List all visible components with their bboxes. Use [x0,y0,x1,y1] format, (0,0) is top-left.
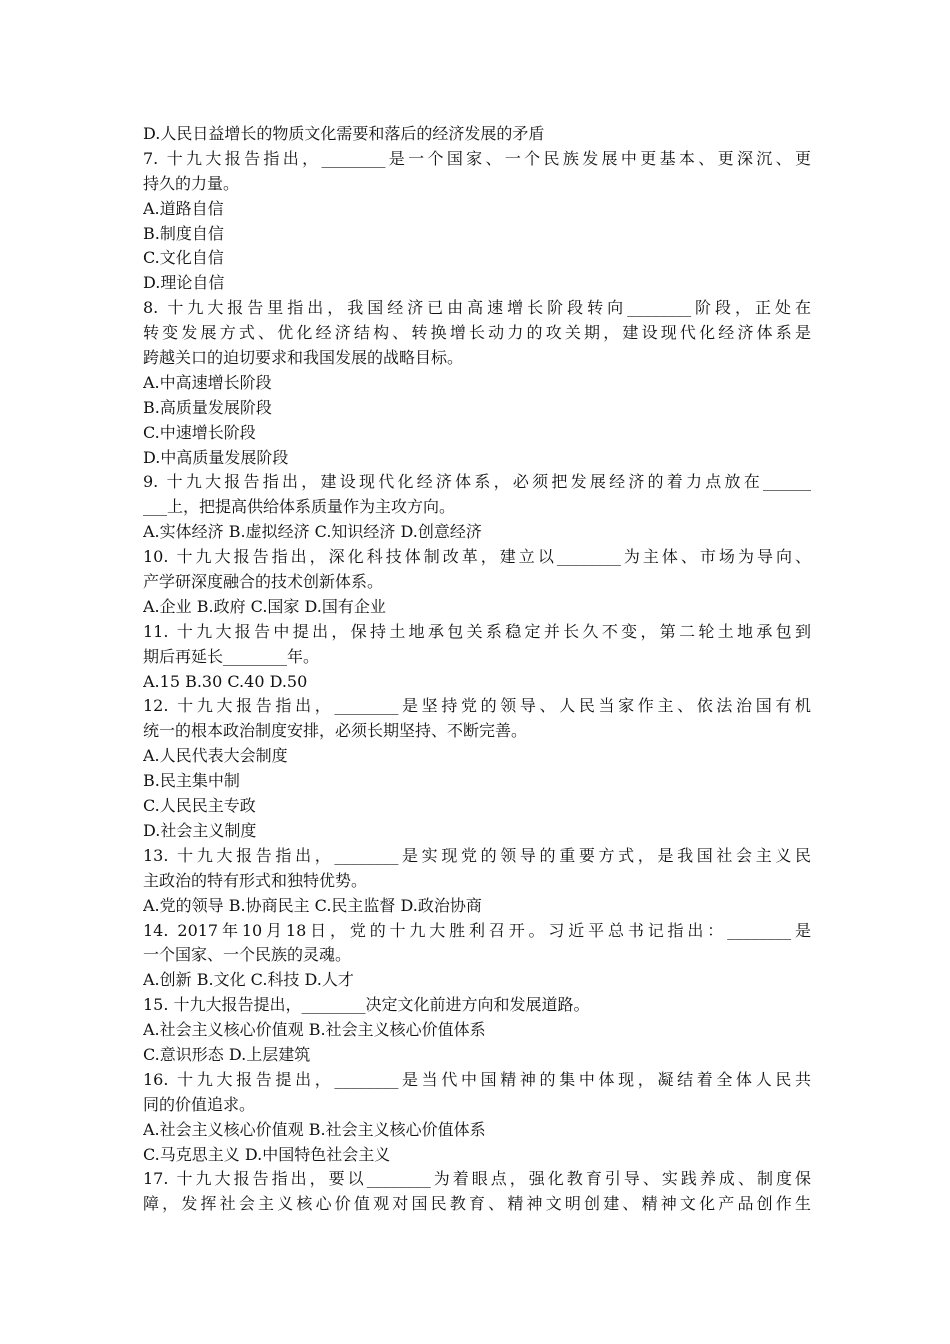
text-line: A.社会主义核心价值观 B.社会主义核心价值体系 [143,1020,486,1040]
text-line: D.人民日益增长的物质文化需要和落后的经济发展的矛盾 [143,124,545,143]
text-line: A.中高速增长阶段 [143,372,272,392]
text-line: D.中高质量发展阶段 [143,447,289,467]
text-line: 9. 十九大报告指出，建设现代化经济体系，必须把发展经济的着力点放在______ [143,472,811,492]
text-line: B.制度自信 [143,223,224,243]
text-line: 转变发展方式、优化经济结构、转换增长动力的攻关期，建设现代化经济体系是 [143,323,811,343]
text-line: 同的价值追求。 [143,1094,256,1114]
text-line: 统一的根本政治制度安排，必须长期坚持、不断完善。 [143,721,528,741]
text-line: 一个国家、一个民族的灵魂。 [143,945,352,965]
text-line: C.中速增长阶段 [143,422,256,442]
text-line: C.马克思主义 D.中国特色社会主义 [143,1144,391,1164]
text-line: 主政治的特有形式和独特优势。 [143,870,368,890]
document-body [143,122,811,1217]
text-line: 11. 十九大报告中提出，保持土地承包关系稳定并长久不变，第二轮土地承包到 [143,621,811,641]
text-line: A.社会主义核心价值观 B.社会主义核心价值体系 [143,1119,486,1139]
text-line: 16. 十九大报告提出，________是当代中国精神的集中体现，凝结着全体人民共 [143,1069,811,1089]
text-line: 持久的力量。 [143,173,240,193]
text-line: 8. 十九大报告里指出，我国经济已由高速增长阶段转向________阶段，正处在 [143,298,811,318]
text-line: A.党的领导 B.协商民主 C.民主监督 D.政治协商 [143,895,482,915]
text-line: A.创新 B.文化 C.科技 D.人才 [143,970,354,990]
text-line: B.民主集中制 [143,771,240,791]
text-line: D.社会主义制度 [143,820,257,840]
text-line: A.企业 B.政府 C.国家 D.国有企业 [143,596,386,616]
text-line: 期后再延长________年。 [143,646,320,666]
text-line: A.人民代表大会制度 [143,746,288,766]
text-line: ___上，把提高供给体系质量作为主攻方向。 [143,497,456,517]
text-line: B.高质量发展阶段 [143,397,272,417]
text-line: D.理论自信 [143,273,225,293]
text-line: 障，发挥社会主义核心价值观对国民教育、精神文明创建、精神文化产品创作生 [143,1194,811,1214]
text-line: 13. 十九大报告指出，________是实现党的领导的重要方式，是我国社会主义民 [143,845,811,865]
text-line: C.意识形态 D.上层建筑 [143,1044,311,1064]
text-line: 14. 2017年10月18日，党的十九大胜利召开。习近平总书记指出：________是 [143,920,811,940]
text-line: 跨越关口的迫切要求和我国发展的战略目标。 [143,348,464,368]
text-line: 产学研深度融合的技术创新体系。 [143,572,384,592]
text-line: 12. 十九大报告指出，________是坚持党的领导、人民当家作主、依法治国有机 [143,696,811,716]
text-line: 10. 十九大报告指出，深化科技体制改革，建立以________为主体、市场为导向、 [143,547,811,567]
text-line: C.文化自信 [143,248,224,268]
text-line: C.人民民主专政 [143,796,256,816]
text-line: 17. 十九大报告指出，要以________为着眼点，强化教育引导、实践养成、制度保 [143,1169,811,1189]
text-line: A.道路自信 [143,198,224,218]
text-line: A.实体经济 B.虚拟经济 C.知识经济 D.创意经济 [143,522,482,542]
text-line: 7. 十九大报告指出，________是一个国家、一个民族发展中更基本、更深沉、更 [143,148,811,168]
text-line: A.15 B.30 C.40 D.50 [143,671,308,691]
text-line: 15. 十九大报告提出，________决定文化前进方向和发展道路。 [143,995,590,1015]
